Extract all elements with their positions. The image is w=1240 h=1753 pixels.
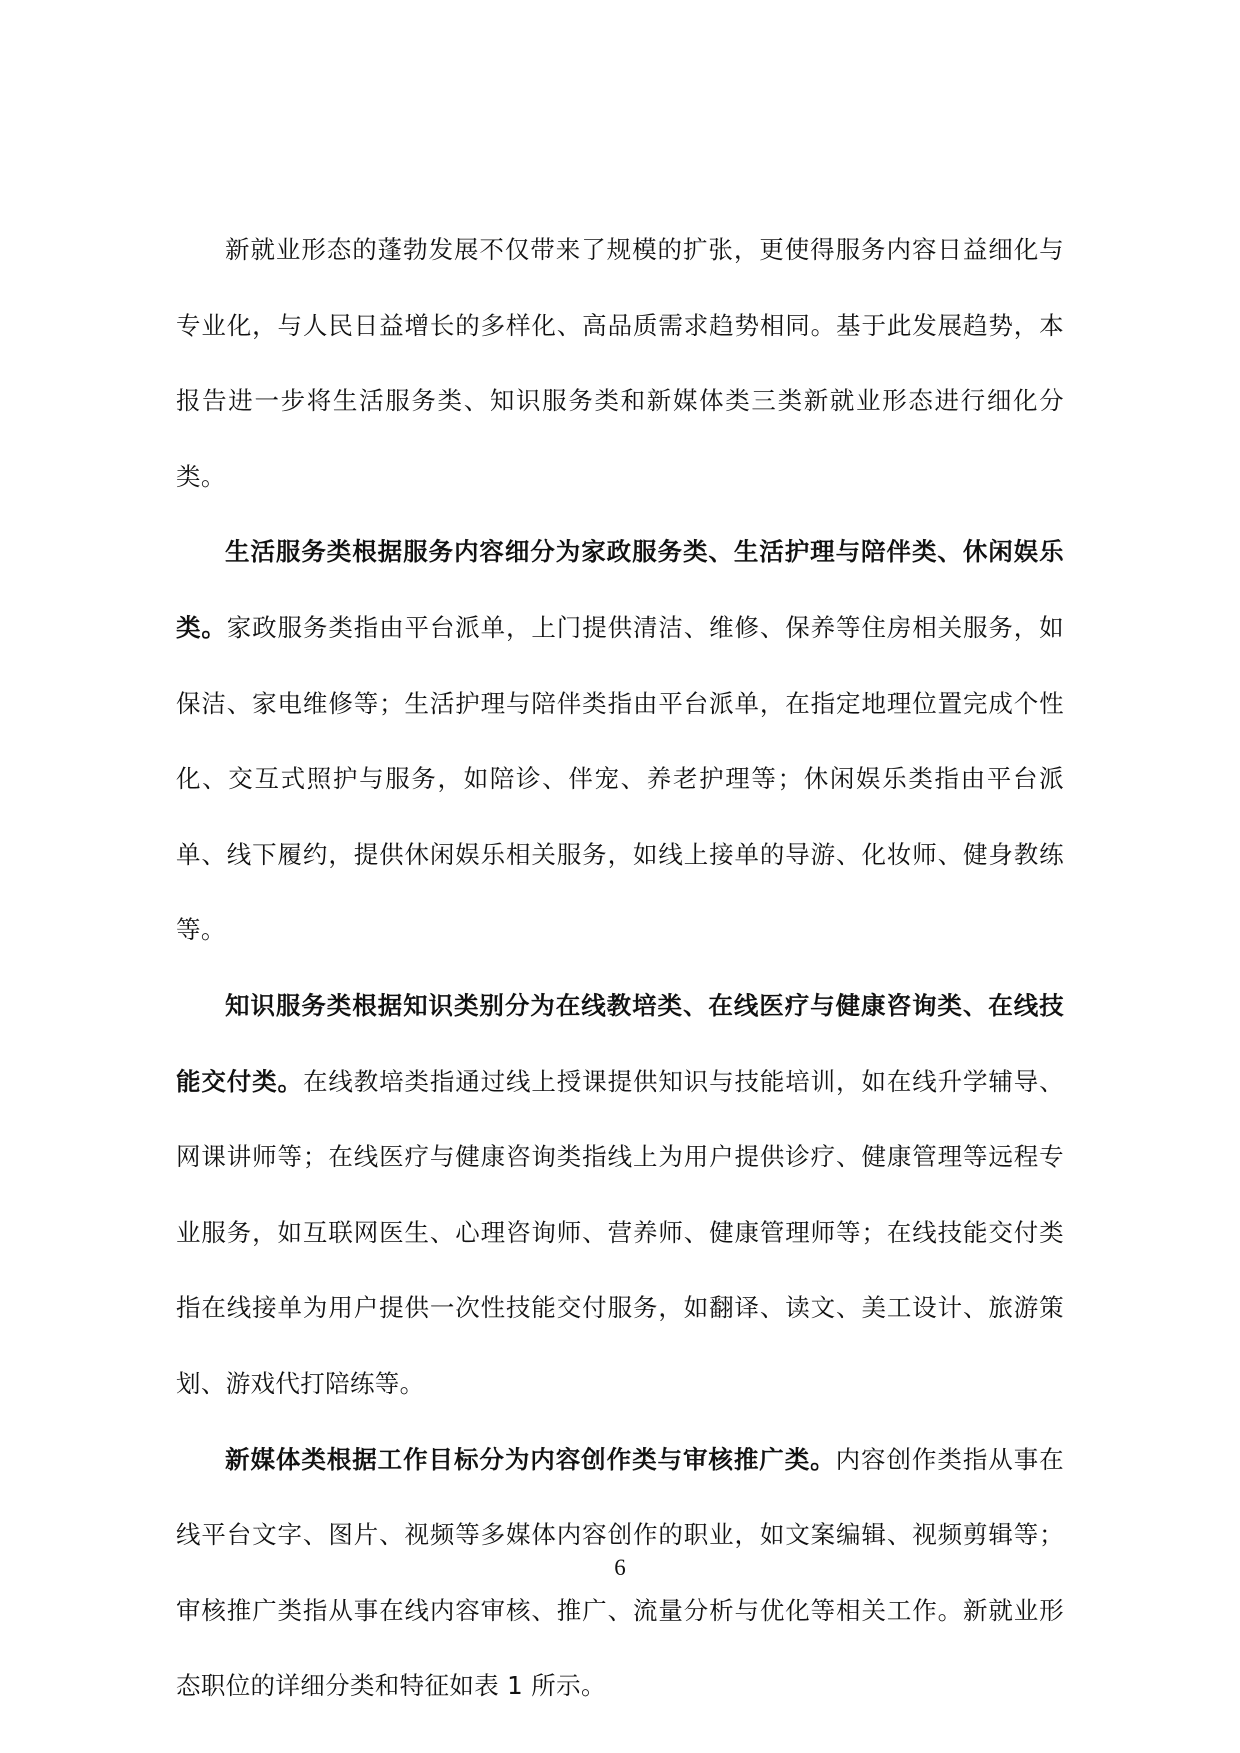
paragraph-text: 新就业形态的蓬勃发展不仅带来了规模的扩张，更使得服务内容日益细化与专业化，与人民日益增长的多样化、高品质需求趋势相同。基于此发展趋势，本报告进一步将生活服务类、知识服务类和新媒体类三类新就业形态进行细化分类。 [176,235,1064,491]
paragraph-text: 家政服务类指由平台派单，上门提供清洁、维修、保养等住房相关服务，如保洁、家电维修等；生活护理与陪伴类指由平台派单，在指定地理位置完成个性化、交互式照护与服务，如陪诊、伴宠、养老护理等；休闲娱乐类指由平台派单、线下履约，提供休闲娱乐相关服务，如线上接单的导游、化妆师、健身教练等。 [176,612,1065,945]
paragraph-life-services [176,514,1064,968]
paragraph-lead: 新媒体类根据工作目标分为内容创作类与审核推广类。 [225,1444,836,1474]
body-text [176,212,1064,1724]
paragraph-intro [176,212,1064,514]
paragraph-lead: 知识服务类根据知识类别分为在线教培类、在线医疗与健康咨询类、在线技能交付类。 [176,990,1064,1096]
page-number: 6 [614,1555,626,1580]
paragraph-knowledge-services [176,968,1064,1422]
paragraph-lead: 生活服务类根据服务内容细分为家政服务类、生活护理与陪伴类、休闲娱乐类。 [176,537,1064,642]
paragraph-text: 内容创作类指从事在线平台文字、图片、视频等多媒体内容创作的职业，如文案编辑、视频剪辑等；审核推广类指从事在线内容审核、推广、流量分析与优化等相关工作。新就业形态职位的详细分类和特征如表 1 所示。 [176,1444,1064,1701]
paragraph-text: 在线教培类指通过线上授课提供知识与技能培训，如在线升学辅导、网课讲师等；在线医疗与健康咨询类指线上为用户提供诊疗、健康管理等远程专业服务，如互联网医生、心理咨询师、营养师、健康管理师等；在线技能交付类指在线接单为用户提供一次性技能交付服务，如翻译、读文、美工设计、旅游策划、游戏代打陪练等。 [176,1066,1065,1398]
